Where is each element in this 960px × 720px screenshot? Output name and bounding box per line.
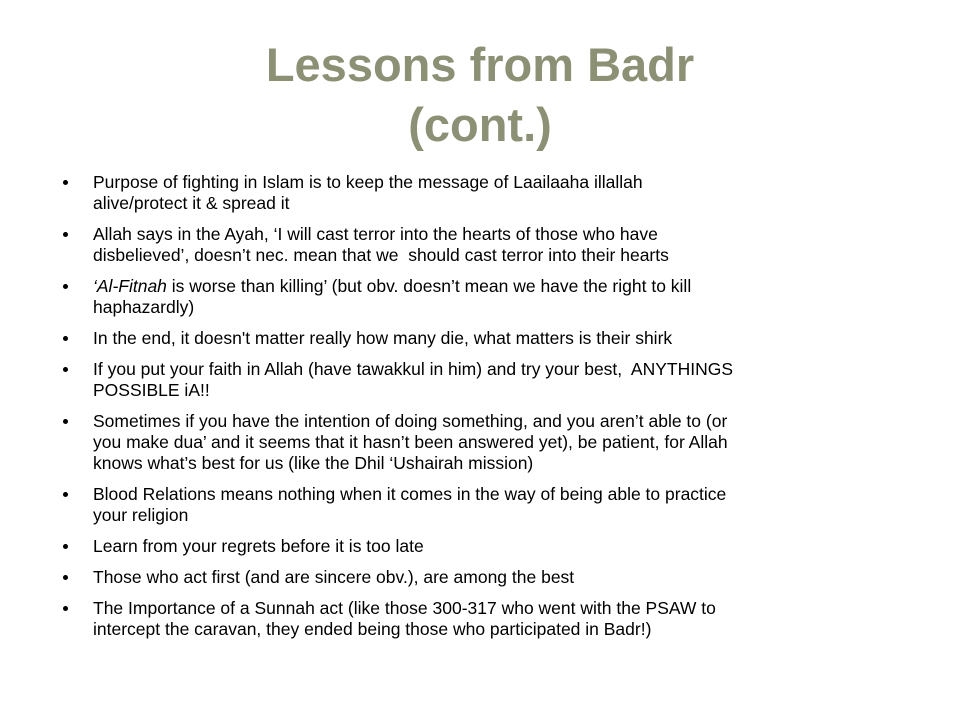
bullet-text-line: haphazardly) bbox=[93, 297, 195, 317]
bullet-item bbox=[58, 224, 938, 266]
bullet-text-segment: is worse than killing’ (but obv. doesn’t mean we have the right to kill bbox=[166, 276, 692, 296]
bullet-item bbox=[58, 411, 938, 474]
bullet-item bbox=[58, 536, 938, 557]
bullet-text-line: intercept the caravan, they ended being those who participated in Badr!) bbox=[93, 619, 652, 639]
bullet-text-line: you make dua’ and it seems that it hasn’t been answered yet), be patient, for Allah bbox=[93, 432, 728, 452]
bullet-item bbox=[58, 276, 938, 318]
bullet-dot-icon bbox=[63, 606, 68, 611]
bullet-dot-icon bbox=[63, 492, 68, 497]
title-line-2: (cont.) bbox=[408, 98, 552, 151]
bullet-text-line: Sometimes if you have the intention of doing something, and you aren’t able to (or bbox=[93, 411, 728, 431]
bullet-text-line: Those who act first (and are sincere obv.), are among the best bbox=[93, 567, 575, 587]
slide-title bbox=[0, 35, 960, 155]
title-line-1: Lessons from Badr bbox=[265, 38, 695, 91]
bullet-dot-icon bbox=[63, 367, 68, 372]
bullet-text-line: Learn from your regrets before it is too late bbox=[93, 536, 424, 556]
bullet-text-line: In the end, it doesn't matter really how many die, what matters is their shirk bbox=[93, 328, 673, 348]
bullet-text-line: Blood Relations means nothing when it comes in the way of being able to practice bbox=[93, 484, 727, 504]
bullet-list bbox=[58, 172, 938, 650]
bullet-text-line: Allah says in the Ayah, ‘I will cast terror into the hearts of those who have bbox=[93, 224, 658, 244]
bullet-dot-icon bbox=[63, 232, 68, 237]
bullet-dot-icon bbox=[63, 336, 68, 341]
bullet-dot-icon bbox=[63, 544, 68, 549]
bullet-dot-icon bbox=[63, 419, 68, 424]
bullet-text-line: The Importance of a Sunnah act (like those 300-317 who went with the PSAW to bbox=[93, 598, 716, 618]
bullet-dot-icon bbox=[63, 284, 68, 289]
bullet-text-line: If you put your faith in Allah (have tawakkul in him) and try your best, ANYTHINGS bbox=[93, 359, 734, 379]
bullet-item bbox=[58, 359, 938, 401]
bullet-item bbox=[58, 598, 938, 640]
bullet-italic-term: ‘Al-Fitnah bbox=[93, 276, 167, 296]
bullet-item bbox=[58, 567, 938, 588]
bullet-dot-icon bbox=[63, 180, 68, 185]
bullet-text-line: Purpose of fighting in Islam is to keep the message of Laailaaha illallah bbox=[93, 172, 643, 192]
bullet-item bbox=[58, 172, 938, 214]
bullet-text-line bbox=[93, 276, 938, 297]
bullet-text-line: your religion bbox=[93, 505, 189, 525]
bullet-text-line: POSSIBLE iA!! bbox=[93, 380, 210, 400]
bullet-item bbox=[58, 484, 938, 526]
bullet-text-line: disbelieved’, doesn’t nec. mean that we should cast terror into their hearts bbox=[93, 245, 669, 265]
bullet-dot-icon bbox=[63, 575, 68, 580]
bullet-text-line: alive/protect it & spread it bbox=[93, 193, 290, 213]
bullet-text-line: knows what’s best for us (like the Dhil ‘Ushairah mission) bbox=[93, 453, 534, 473]
bullet-item bbox=[58, 328, 938, 349]
